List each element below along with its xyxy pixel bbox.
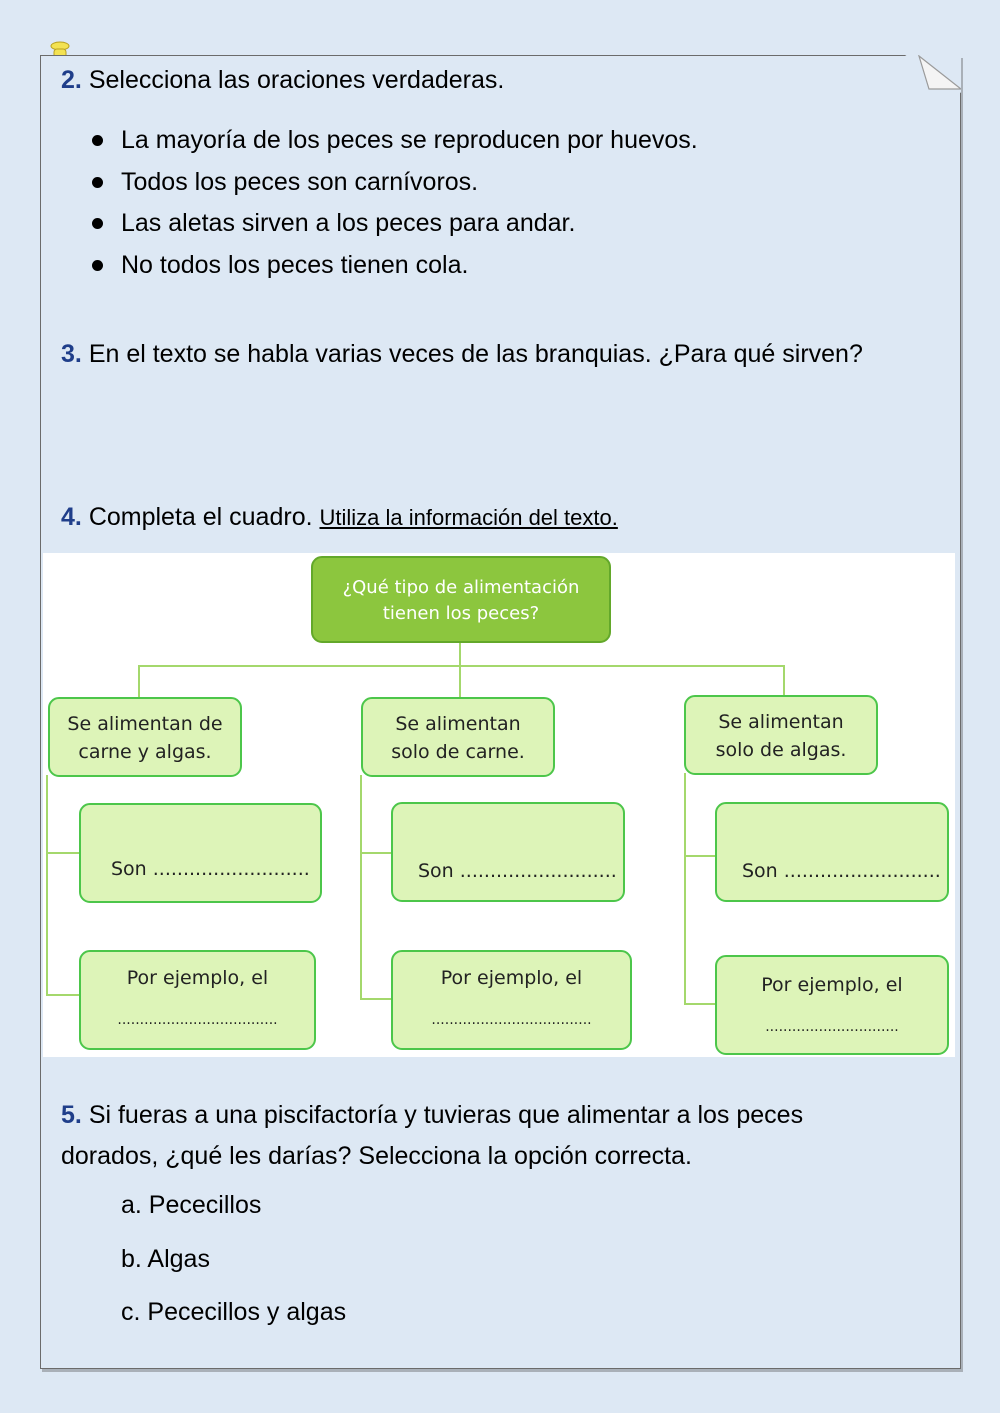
statement-option[interactable]: Todos los peces son carnívoros. [93,162,698,204]
example-answer-box[interactable] [391,950,632,1050]
question-text: Si fueras a una piscifactoría y tuvieras que alimentar a los peces [88,1101,804,1129]
example-answer-box[interactable] [79,950,316,1050]
example-prompt: Por ejemplo, el [440,967,583,989]
son-answer-box[interactable] [79,803,322,903]
answer-blank: .............................. [765,1019,899,1035]
option-a[interactable]: a. Pececillos [121,1191,262,1219]
question-text: Selecciona las oraciones verdaderas. [88,66,505,94]
example-answer-box[interactable] [715,955,949,1055]
example-prompt: Por ejemplo, el [761,974,903,996]
example-prompt: Por ejemplo, el [126,967,269,989]
branch-title-line: solo de algas. [715,739,847,761]
statement-option[interactable]: Las aletas sirven a los peces para andar. [93,203,698,245]
branch-title-line: Se alimentan de [67,713,223,735]
question-2 [61,64,504,97]
son-prompt: Son .......................... [111,858,310,880]
branch-title-line: Se alimentan [395,713,521,735]
question-3 [61,338,863,371]
branch-title-line: carne y algas. [78,741,212,763]
statement-option[interactable]: La mayoría de los peces se reproducen por huevos. [93,120,698,162]
question-5 [61,1095,803,1177]
concept-diagram [43,553,955,1057]
branch-title-box [684,695,878,775]
statement-option[interactable]: No todos los peces tienen cola. [93,245,698,287]
instruction-note: Utiliza la información del texto. [319,505,618,530]
root-line-2: tienen los peces? [382,603,540,624]
option-c[interactable]: c. Pececillos y algas [121,1298,347,1326]
branch-title-box [48,697,242,777]
son-prompt: Son .......................... [418,860,617,882]
question-text-continued: dorados, ¿qué les darías? Selecciona la opción correcta. [61,1142,692,1170]
question-text: Completa el cuadro. [88,503,313,531]
son-answer-box[interactable] [391,802,625,902]
branch-title-line: Se alimentan [718,711,844,733]
question-4 [61,501,618,534]
worksheet-page [40,55,961,1369]
option-b[interactable]: b. Algas [121,1245,210,1273]
question-number: 4. [61,503,82,531]
statement-list [93,120,698,286]
root-line-1: ¿Qué tipo de alimentación [342,577,580,598]
question-number: 2. [61,66,82,94]
question-number: 3. [61,340,82,368]
answer-blank: .................................... [431,1012,592,1028]
son-prompt: Son .......................... [742,860,941,882]
question-number: 5. [61,1101,82,1129]
answer-blank: .................................... [117,1012,278,1028]
son-answer-box[interactable] [715,802,949,902]
branch-title-line: solo de carne. [391,741,525,763]
question-text: En el texto se habla varias veces de las branquias. ¿Para qué sirven? [88,340,863,368]
root-box [311,556,611,643]
branch-title-box [361,697,555,777]
page-corner-fold-icon [905,55,961,93]
